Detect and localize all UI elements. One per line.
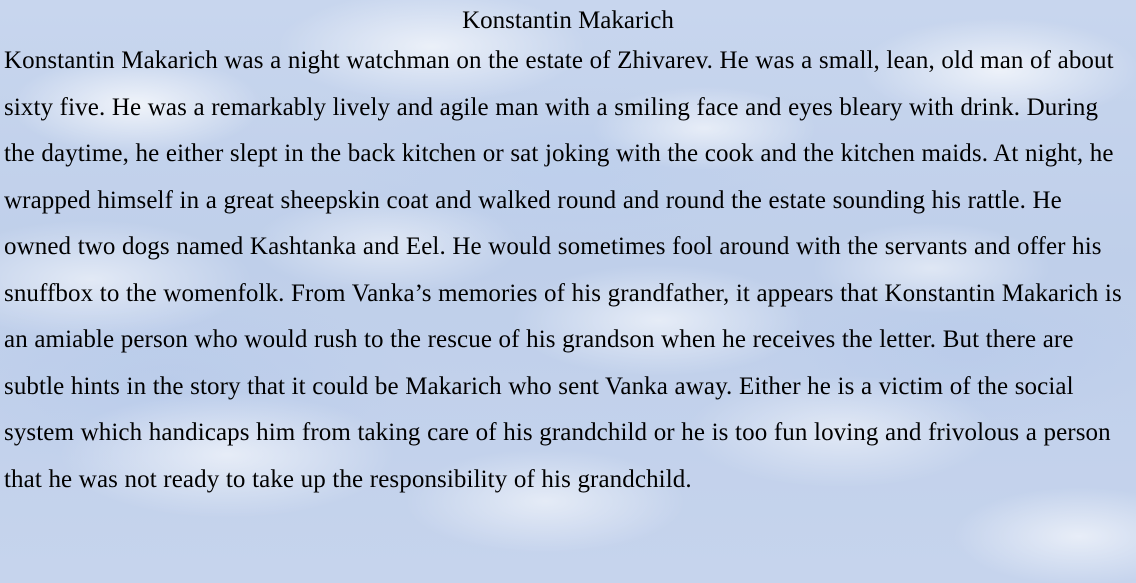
page-title: Konstantin Makarich	[462, 7, 674, 34]
article-body-text: Konstantin Makarich was a night watchman on the estate of Zhivarev. He was a small, lean, old man of about sixty five. He was a remarkably lively and agile man with a smiling face and eyes bleary with drink. During the daytime, he either slept in the back kitchen or sat joking with the cook and the kitchen maids. At night, he wrapped himself in a great sheepskin coat and walked round and round the estate sounding his rattle. He owned two dogs named Kashtanka and Eel. He would sometimes fool around with the servants and offer his snuffbox to the womenfolk. From Vanka’s memories of his grandfather, it appears that Konstantin Makarich is an amiable person who would rush to the rescue of his grandson when he receives the letter. But there are subtle hints in the story that it could be Makarich who sent Vanka away. Either he is a victim of the social system which handicaps him from taking care of his grandchild or he is too fun loving and frivolous a person that he was not ready to take up the responsibility of his grandchild.	[4, 47, 1122, 493]
